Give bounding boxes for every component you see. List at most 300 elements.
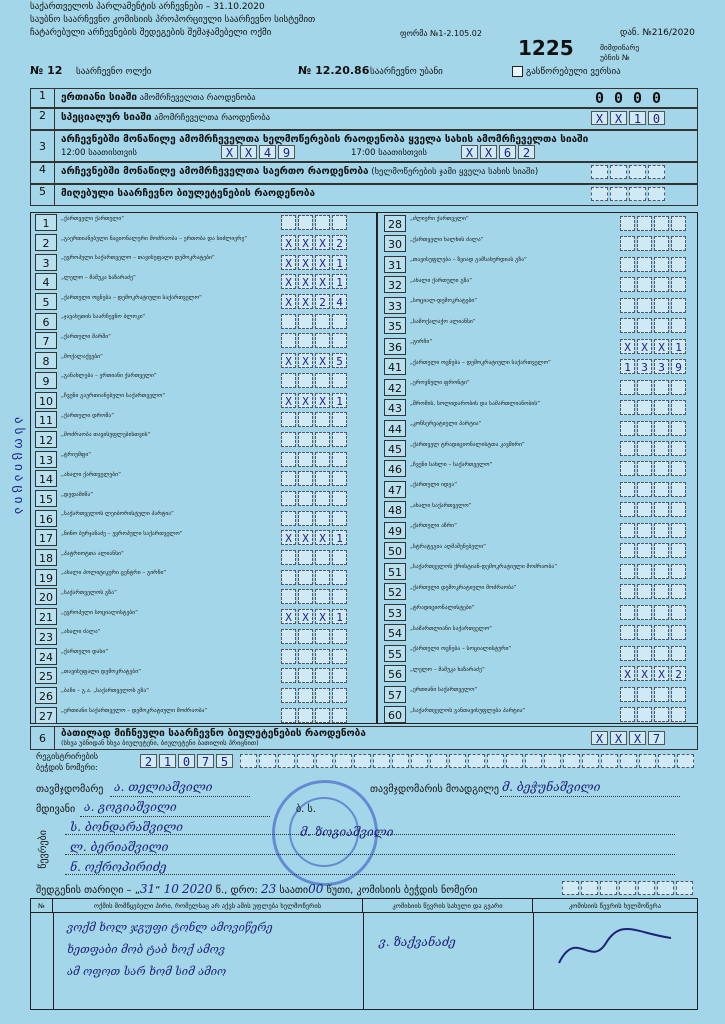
vote-digit[interactable] <box>315 668 330 683</box>
vote-digit[interactable] <box>332 471 347 486</box>
vote-digit[interactable] <box>654 298 669 313</box>
vote-digit[interactable] <box>315 629 330 644</box>
vote-digit[interactable] <box>671 502 686 517</box>
vote-digit[interactable]: X <box>281 530 296 545</box>
empty-cell[interactable] <box>259 754 276 768</box>
vote-digit[interactable] <box>298 550 313 565</box>
vote-digit[interactable] <box>332 412 347 427</box>
vote-digit[interactable] <box>654 380 669 395</box>
party-row <box>31 469 376 489</box>
vote-digit[interactable] <box>637 687 652 702</box>
digit[interactable]: X <box>610 111 627 125</box>
digit[interactable] <box>610 187 627 201</box>
empty-cell[interactable] <box>619 881 636 895</box>
vote-digit[interactable] <box>315 491 330 506</box>
vote-digit[interactable] <box>281 412 296 427</box>
vote-digit[interactable] <box>654 482 669 497</box>
vote-digit[interactable]: X <box>298 353 313 368</box>
party-name: „ქართული დროშა“ <box>61 412 115 419</box>
vote-digit[interactable] <box>315 333 330 348</box>
vote-digit[interactable]: X <box>315 255 330 270</box>
vote-digit[interactable]: X <box>637 666 652 681</box>
vote-digit[interactable] <box>637 523 652 538</box>
vote-digit[interactable]: X <box>281 294 296 309</box>
vote-digit[interactable] <box>637 605 652 620</box>
vote-digit[interactable] <box>671 216 686 231</box>
party-name: „ახალი ძალა“ <box>61 629 101 636</box>
vote-digit[interactable] <box>620 216 635 231</box>
vote-digit[interactable] <box>654 543 669 558</box>
digit[interactable]: X <box>480 145 497 159</box>
vote-digit[interactable] <box>654 216 669 231</box>
secretary-name: ა. გოგიაშვილი <box>84 800 177 814</box>
vote-digit[interactable] <box>315 471 330 486</box>
empty-cell[interactable] <box>657 881 674 895</box>
empty-cell[interactable] <box>581 881 598 895</box>
vote-digit[interactable] <box>332 511 347 526</box>
vote-digit[interactable] <box>315 708 330 723</box>
party-row <box>380 336 697 356</box>
party-votes <box>620 236 686 251</box>
vote-digit[interactable] <box>654 400 669 415</box>
vote-digit[interactable] <box>654 318 669 333</box>
vote-digit[interactable]: X <box>298 530 313 545</box>
vote-digit[interactable] <box>332 215 347 230</box>
vote-digit[interactable] <box>298 412 313 427</box>
empty-cell[interactable] <box>373 754 390 768</box>
vote-digit[interactable] <box>654 625 669 640</box>
vote-digit[interactable] <box>620 584 635 599</box>
vote-digit[interactable] <box>281 491 296 506</box>
vote-digit[interactable] <box>620 318 635 333</box>
precinct-number: № 12.20.86 <box>298 64 370 77</box>
vote-digit[interactable] <box>637 318 652 333</box>
vote-digit[interactable]: 1 <box>332 255 347 270</box>
vote-digit[interactable]: X <box>281 353 296 368</box>
vote-digit[interactable] <box>637 502 652 517</box>
vote-digit[interactable]: X <box>298 255 313 270</box>
vote-digit[interactable] <box>281 333 296 348</box>
vote-digit[interactable] <box>298 570 313 585</box>
vote-digit[interactable]: X <box>281 393 296 408</box>
digit[interactable]: 0 <box>178 754 195 768</box>
digit[interactable] <box>591 165 608 179</box>
vote-digit[interactable] <box>654 257 669 272</box>
empty-cell[interactable] <box>601 754 618 768</box>
vote-digit[interactable] <box>298 471 313 486</box>
party-row <box>31 489 376 509</box>
digit[interactable]: 7 <box>648 731 665 745</box>
vote-digit[interactable] <box>671 482 686 497</box>
party-name: „ახალი პოლიტიკური ცენტრი – გირჩი“ <box>61 570 167 577</box>
vote-digit[interactable] <box>637 482 652 497</box>
vote-digit[interactable] <box>620 707 635 722</box>
vote-digit[interactable] <box>315 412 330 427</box>
digit[interactable]: 1 <box>159 754 176 768</box>
digit[interactable] <box>591 187 608 201</box>
vote-digit[interactable] <box>671 318 686 333</box>
digit[interactable] <box>610 165 627 179</box>
vote-digit[interactable] <box>671 707 686 722</box>
vote-digit[interactable] <box>332 491 347 506</box>
vote-digit[interactable] <box>298 708 313 723</box>
vote-digit[interactable] <box>620 461 635 476</box>
vote-digit[interactable] <box>332 688 347 703</box>
vote-digit[interactable] <box>637 236 652 251</box>
vote-digit[interactable]: 1 <box>332 393 347 408</box>
corrected-checkbox[interactable] <box>512 66 523 77</box>
vote-digit[interactable] <box>332 314 347 329</box>
vote-digit[interactable] <box>315 589 330 604</box>
digit[interactable] <box>648 165 665 179</box>
empty-cell[interactable] <box>278 754 295 768</box>
vote-digit[interactable] <box>620 482 635 497</box>
vote-digit[interactable] <box>654 584 669 599</box>
empty-cell[interactable] <box>544 754 561 768</box>
digit[interactable]: 2 <box>140 754 157 768</box>
vote-digit[interactable]: 4 <box>332 294 347 309</box>
vote-digit[interactable] <box>654 421 669 436</box>
reg-digits <box>140 754 233 768</box>
vote-digit[interactable] <box>298 589 313 604</box>
vote-digit[interactable] <box>281 215 296 230</box>
digit[interactable]: X <box>610 731 627 745</box>
empty-cell[interactable] <box>468 754 485 768</box>
empty-cell[interactable] <box>620 754 637 768</box>
vote-digit[interactable] <box>654 441 669 456</box>
empty-cell[interactable] <box>525 754 542 768</box>
party-number: 2 <box>35 234 57 251</box>
vote-digit[interactable] <box>315 373 330 388</box>
vote-digit[interactable] <box>332 708 347 723</box>
vote-digit[interactable] <box>315 649 330 664</box>
party-votes <box>620 605 686 620</box>
vote-digit[interactable] <box>298 649 313 664</box>
vote-digit[interactable] <box>332 333 347 348</box>
vote-digit[interactable] <box>315 215 330 230</box>
vote-digit[interactable]: X <box>315 235 330 250</box>
vote-digit[interactable] <box>654 461 669 476</box>
vote-digit[interactable] <box>654 646 669 661</box>
empty-cell[interactable] <box>639 754 656 768</box>
vote-digit[interactable] <box>620 380 635 395</box>
corrected-version[interactable]: გასწორებული ვერსია <box>512 66 621 78</box>
party-votes <box>620 298 686 313</box>
vote-digit[interactable] <box>298 688 313 703</box>
digit[interactable]: 7 <box>197 754 214 768</box>
vote-digit[interactable]: X <box>298 274 313 289</box>
vote-digit[interactable] <box>637 625 652 640</box>
digit[interactable]: X <box>629 731 646 745</box>
party-number: 7 <box>35 332 57 349</box>
digit[interactable]: 4 <box>259 145 276 159</box>
row1-digits <box>591 91 665 105</box>
vote-digit[interactable] <box>654 564 669 579</box>
party-votes <box>281 629 347 644</box>
vote-digit[interactable] <box>315 511 330 526</box>
vote-digit[interactable] <box>637 564 652 579</box>
vote-digit[interactable] <box>637 461 652 476</box>
vote-digit[interactable] <box>620 400 635 415</box>
vote-digit[interactable] <box>671 277 686 292</box>
party-row <box>31 252 376 272</box>
vote-digit[interactable] <box>298 452 313 467</box>
vote-digit[interactable] <box>637 543 652 558</box>
vote-digit[interactable] <box>654 236 669 251</box>
vote-digit[interactable] <box>671 400 686 415</box>
vote-digit[interactable] <box>637 277 652 292</box>
vote-digit[interactable] <box>637 400 652 415</box>
vote-digit[interactable]: 3 <box>654 359 669 374</box>
vote-digit[interactable] <box>332 589 347 604</box>
vote-digit[interactable]: X <box>281 274 296 289</box>
vote-digit[interactable]: X <box>281 235 296 250</box>
vote-digit[interactable] <box>281 452 296 467</box>
vote-digit[interactable] <box>315 432 330 447</box>
digit[interactable]: 1 <box>629 111 646 125</box>
digit[interactable]: X <box>221 145 238 159</box>
empty-cell[interactable] <box>582 754 599 768</box>
empty-cell[interactable] <box>430 754 447 768</box>
row-number: 1 <box>31 89 55 107</box>
empty-cell[interactable] <box>677 754 694 768</box>
vote-digit[interactable] <box>315 452 330 467</box>
empty-cell[interactable] <box>392 754 409 768</box>
empty-cell[interactable] <box>600 881 617 895</box>
digit[interactable]: 9 <box>278 145 295 159</box>
vote-digit[interactable]: 9 <box>671 359 686 374</box>
empty-cell[interactable] <box>297 754 314 768</box>
vote-digit[interactable] <box>620 625 635 640</box>
vote-digit[interactable]: 5 <box>332 353 347 368</box>
digit[interactable]: X <box>240 145 257 159</box>
vote-digit[interactable]: X <box>637 339 652 354</box>
vote-digit[interactable]: X <box>315 609 330 624</box>
empty-cell[interactable] <box>506 754 523 768</box>
vote-digit[interactable] <box>281 314 296 329</box>
vote-digit[interactable] <box>620 543 635 558</box>
vote-digit[interactable] <box>332 432 347 447</box>
party-number: 46 <box>384 460 406 477</box>
vote-digit[interactable]: X <box>298 393 313 408</box>
vote-digit[interactable] <box>298 491 313 506</box>
vote-digit[interactable]: X <box>298 235 313 250</box>
empty-cell[interactable] <box>449 754 466 768</box>
party-row <box>31 430 376 450</box>
party-name: „სოციალ-დემოკრატები“ <box>410 298 478 305</box>
vote-digit[interactable] <box>654 523 669 538</box>
vote-digit[interactable] <box>620 298 635 313</box>
empty-cell[interactable] <box>335 754 352 768</box>
vote-digit[interactable]: X <box>298 609 313 624</box>
vote-digit[interactable]: 1 <box>332 609 347 624</box>
empty-cell[interactable] <box>562 881 579 895</box>
party-row <box>380 315 697 335</box>
vote-digit[interactable] <box>298 373 313 388</box>
vote-digit[interactable] <box>620 441 635 456</box>
vote-digit[interactable]: X <box>654 339 669 354</box>
vote-digit[interactable] <box>654 707 669 722</box>
vote-digit[interactable] <box>654 277 669 292</box>
digit[interactable]: 5 <box>216 754 233 768</box>
digit[interactable]: X <box>461 145 478 159</box>
empty-cell[interactable] <box>487 754 504 768</box>
vote-digit[interactable] <box>281 570 296 585</box>
vote-digit[interactable] <box>637 707 652 722</box>
form-number: ფორმა №1-2.105.02 <box>400 29 482 38</box>
vote-digit[interactable] <box>281 471 296 486</box>
vote-digit[interactable] <box>620 277 635 292</box>
vote-digit[interactable]: X <box>315 353 330 368</box>
vote-digit[interactable] <box>281 373 296 388</box>
party-votes <box>281 589 347 604</box>
vote-digit[interactable] <box>637 421 652 436</box>
vote-digit[interactable] <box>281 688 296 703</box>
vote-digit[interactable] <box>671 543 686 558</box>
vote-digit[interactable]: X <box>281 255 296 270</box>
empty-cell[interactable] <box>316 754 333 768</box>
vote-digit[interactable] <box>671 441 686 456</box>
vote-digit[interactable] <box>620 687 635 702</box>
vote-digit[interactable] <box>637 441 652 456</box>
digit[interactable]: 0 <box>648 111 665 125</box>
vote-digit[interactable] <box>620 502 635 517</box>
vote-digit[interactable] <box>637 257 652 272</box>
header-line1: საქართველოს პარლამენტის არჩევნები – 31.10.2020 <box>30 2 265 12</box>
digit[interactable]: 6 <box>499 145 516 159</box>
empty-cell[interactable] <box>354 754 371 768</box>
vote-digit[interactable] <box>332 452 347 467</box>
vote-digit[interactable] <box>298 511 313 526</box>
vote-digit[interactable] <box>671 380 686 395</box>
vote-digit[interactable] <box>620 564 635 579</box>
vote-digit[interactable] <box>315 570 330 585</box>
vote-digit[interactable] <box>671 257 686 272</box>
digit[interactable] <box>648 187 665 201</box>
vote-digit[interactable]: X <box>315 530 330 545</box>
empty-cell[interactable] <box>676 881 693 895</box>
party-votes <box>281 530 347 545</box>
empty-cell[interactable] <box>638 881 655 895</box>
vote-digit[interactable] <box>654 687 669 702</box>
vote-digit[interactable]: 1 <box>671 339 686 354</box>
vote-digit[interactable]: 1 <box>332 530 347 545</box>
vote-digit[interactable] <box>620 646 635 661</box>
vote-digit[interactable] <box>671 298 686 313</box>
vote-digit[interactable] <box>298 314 313 329</box>
vote-digit[interactable] <box>620 523 635 538</box>
vote-digit[interactable] <box>281 629 296 644</box>
vote-digit[interactable]: X <box>654 666 669 681</box>
vote-digit[interactable] <box>332 373 347 388</box>
vote-digit[interactable]: 3 <box>637 359 652 374</box>
vote-digit[interactable] <box>637 298 652 313</box>
vote-digit[interactable] <box>671 584 686 599</box>
party-number: 57 <box>384 686 406 703</box>
vote-digit[interactable] <box>671 236 686 251</box>
party-number: 53 <box>384 604 406 621</box>
vote-digit[interactable]: 1 <box>332 274 347 289</box>
digit[interactable]: X <box>591 111 608 125</box>
vote-digit[interactable] <box>671 625 686 640</box>
vote-digit[interactable] <box>298 215 313 230</box>
vote-digit[interactable] <box>332 649 347 664</box>
vote-digit[interactable]: X <box>620 666 635 681</box>
vote-digit[interactable] <box>637 584 652 599</box>
vote-digit[interactable]: 1 <box>620 359 635 374</box>
vote-digit[interactable] <box>620 257 635 272</box>
vote-digit[interactable] <box>332 550 347 565</box>
digit[interactable]: X <box>591 731 608 745</box>
vote-digit[interactable] <box>281 511 296 526</box>
vote-digit[interactable] <box>671 687 686 702</box>
party-row <box>380 295 697 315</box>
vote-digit[interactable] <box>671 605 686 620</box>
vote-digit[interactable]: X <box>298 294 313 309</box>
digit[interactable] <box>629 165 646 179</box>
empty-cell[interactable] <box>563 754 580 768</box>
vote-digit[interactable]: X <box>281 609 296 624</box>
vote-digit[interactable] <box>671 646 686 661</box>
vote-digit[interactable] <box>298 629 313 644</box>
vote-digit[interactable]: X <box>620 339 635 354</box>
vote-digit[interactable] <box>654 502 669 517</box>
vote-digit[interactable] <box>298 333 313 348</box>
vote-digit[interactable] <box>281 432 296 447</box>
vote-digit[interactable] <box>620 421 635 436</box>
vote-digit[interactable] <box>671 523 686 538</box>
vote-digit[interactable]: X <box>315 393 330 408</box>
party-votes <box>281 491 347 506</box>
vote-digit[interactable] <box>671 564 686 579</box>
vote-digit[interactable] <box>620 236 635 251</box>
vote-digit[interactable] <box>281 668 296 683</box>
vote-digit[interactable] <box>637 216 652 231</box>
vote-digit[interactable] <box>315 550 330 565</box>
vote-digit[interactable] <box>654 605 669 620</box>
party-name: „ევროპელი სოციალისტები“ <box>61 609 138 616</box>
empty-cell[interactable] <box>658 754 675 768</box>
vote-digit[interactable] <box>281 589 296 604</box>
vote-digit[interactable] <box>281 649 296 664</box>
digit[interactable]: 2 <box>518 145 535 159</box>
vote-digit[interactable]: 2 <box>332 235 347 250</box>
vote-digit[interactable] <box>298 432 313 447</box>
vote-digit[interactable]: X <box>315 274 330 289</box>
vote-digit[interactable] <box>671 461 686 476</box>
digit[interactable] <box>629 187 646 201</box>
vote-digit[interactable] <box>332 668 347 683</box>
vote-digit[interactable] <box>315 688 330 703</box>
vote-digit[interactable] <box>637 380 652 395</box>
empty-cell[interactable] <box>240 754 257 768</box>
vote-digit[interactable] <box>637 646 652 661</box>
party-votes <box>281 314 347 329</box>
vote-digit[interactable] <box>620 605 635 620</box>
vote-digit[interactable]: 2 <box>671 666 686 681</box>
vote-digit[interactable] <box>332 570 347 585</box>
vote-digit[interactable] <box>281 550 296 565</box>
vote-digit[interactable] <box>315 314 330 329</box>
vote-digit[interactable]: 2 <box>315 294 330 309</box>
empty-cell[interactable] <box>411 754 428 768</box>
vote-digit[interactable] <box>298 668 313 683</box>
party-name: „ახალი საქართველო“ <box>410 502 472 509</box>
vote-digit[interactable] <box>332 629 347 644</box>
vote-digit[interactable] <box>281 708 296 723</box>
party-votes <box>620 339 686 354</box>
vote-digit[interactable] <box>671 421 686 436</box>
